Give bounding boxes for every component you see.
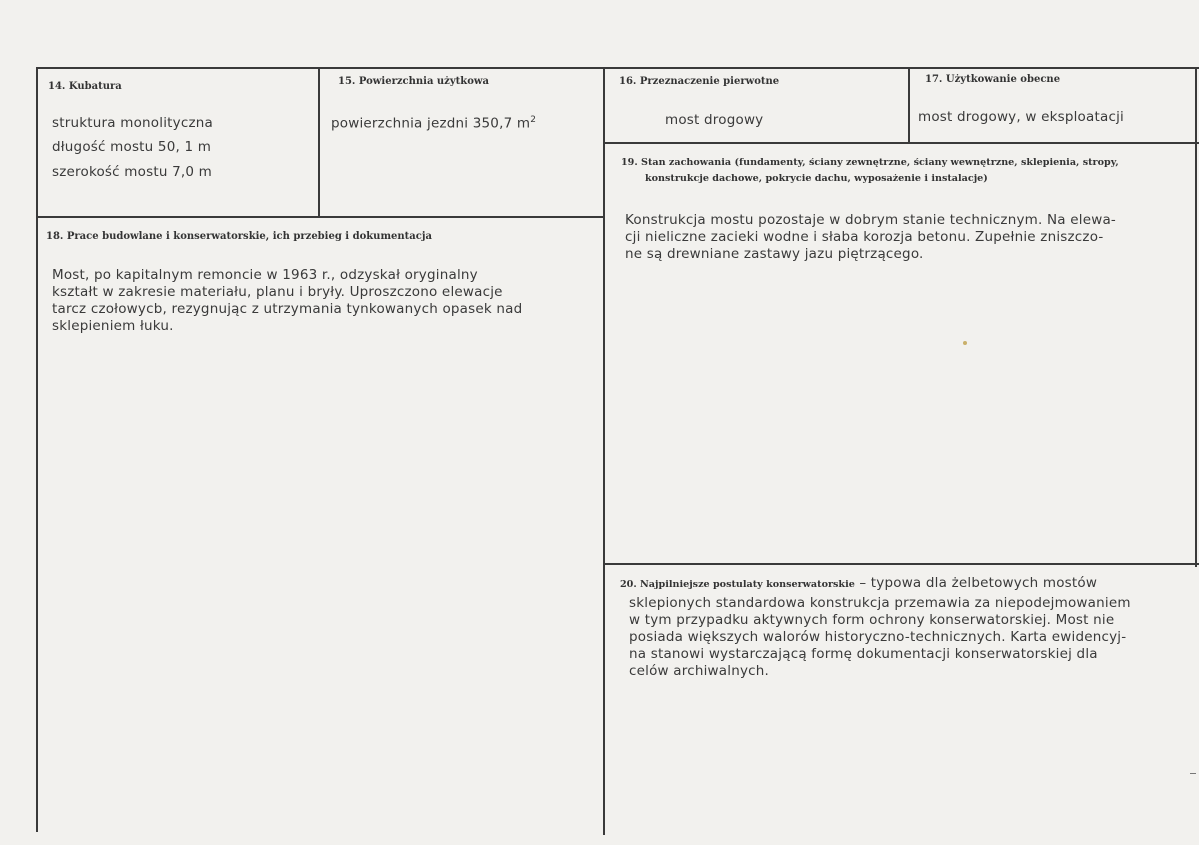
- field-19-text: [625, 212, 1116, 263]
- field-14-line-1: struktura monolityczna: [52, 115, 213, 131]
- top-rule: [36, 67, 1199, 69]
- field-17-label: 17. Użytkowanie obecne: [925, 74, 1061, 85]
- field-20-line-3: posiada większych walorów historyczno-technicznych. Karta ewidencyj-: [629, 629, 1127, 645]
- field-18-text: [52, 267, 522, 335]
- field-19-line-3: ne są drewniane zastawy jazu piętrzącego.: [625, 246, 924, 262]
- field-19-line-1: Konstrukcja mostu pozostaje w dobrym stanie technicznym. Na elewa-: [625, 212, 1116, 228]
- field-19-label-line-2: konstrukcje dachowe, pokrycie dachu, wyposażenie i instalacje): [645, 173, 988, 184]
- field-17-value: most drogowy, w eksploatacji: [918, 109, 1124, 125]
- field-18-line-2: kształt w zakresie materiału, planu i bryły. Uproszczono elewacje: [52, 284, 503, 300]
- divider-14-15: [318, 67, 320, 217]
- field-20-line-4: na stanowi wystarczającą formę dokumentacji konserwatorskiej dla: [629, 646, 1098, 662]
- field-14-line-2: długość mostu 50, 1 m: [52, 139, 212, 155]
- field-20-first-line: [620, 576, 1097, 592]
- field-14-line-3: szerokość mostu 7,0 m: [52, 164, 212, 180]
- field-20-label: 20. Najpilniejsze postulaty konserwatorskie: [620, 579, 855, 590]
- center-divider: [603, 67, 605, 835]
- divider-16-17: [908, 67, 910, 143]
- field-19-label-line-1: 19. Stan zachowania (fundamenty, ściany zewnętrzne, ściany wewnętrzne, sklepienia, stropy,: [621, 157, 1119, 168]
- field-20-line-2: w tym przypadku aktywnych form ochrony konserwatorskiej. Most nie: [629, 612, 1115, 628]
- field-20-line-5: celów archiwalnych.: [629, 663, 770, 679]
- rule-14-15-bottom: [36, 216, 605, 218]
- rule-16-17-bottom: [603, 142, 1199, 144]
- field-19-line-2: cji nieliczne zacieki wodne i słaba korozja betonu. Zupełnie zniszczo-: [625, 229, 1104, 245]
- paper-speck: [963, 341, 967, 345]
- field-18-line-3: tarcz czołowycb, rezygnując z utrzymania tynkowanych opasek nad: [52, 301, 523, 317]
- field-20-text: [629, 595, 1131, 680]
- field-15-value: [331, 111, 536, 133]
- field-14-label: 14. Kubatura: [48, 81, 122, 92]
- rule-19-bottom: [603, 563, 1199, 565]
- left-border: [36, 67, 38, 832]
- field-20-first-line-text: – typowa dla żelbetowych mostów: [854, 575, 1098, 591]
- margin-tick: [1190, 773, 1196, 774]
- field-15-value-text: powierzchnia jezdni 350,7 m: [331, 115, 531, 132]
- field-18-line-4: sklepieniem łuku.: [52, 318, 174, 334]
- field-20-line-1: sklepionych standardowa konstrukcja przemawia za niepodejmowaniem: [629, 595, 1131, 611]
- field-18-label: 18. Prace budowlane i konserwatorskie, ich przebieg i dokumentacja: [46, 231, 432, 242]
- field-16-label: 16. Przeznaczenie pierwotne: [619, 76, 780, 87]
- field-15-unit-sup: 2: [530, 115, 537, 125]
- field-18-line-1: Most, po kapitalnym remoncie w 1963 r., odzyskał oryginalny: [52, 267, 478, 283]
- right-border: [1195, 67, 1197, 567]
- field-15-label: 15. Powierzchnia użytkowa: [338, 76, 489, 87]
- field-16-value: most drogowy: [665, 112, 764, 128]
